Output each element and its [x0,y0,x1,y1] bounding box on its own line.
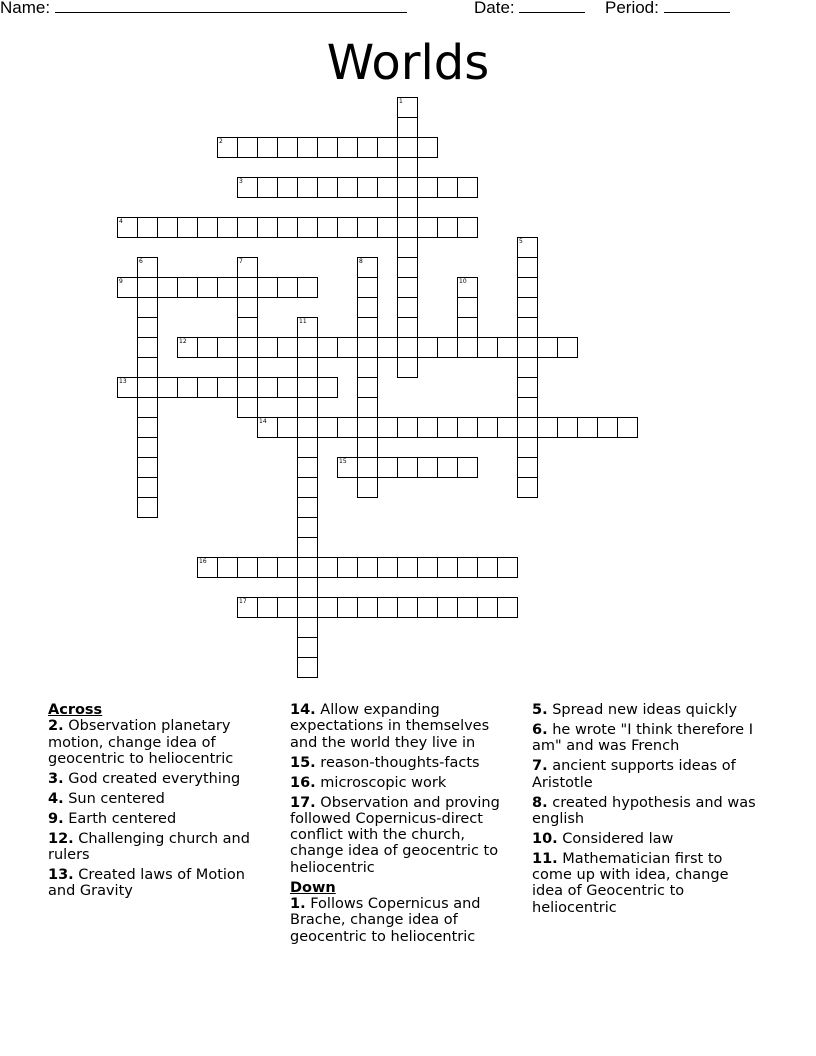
grid-cell[interactable] [337,457,358,478]
grid-cell[interactable] [517,317,538,338]
grid-cell[interactable] [457,457,478,478]
clue-number: 2 [219,138,223,145]
across-clue [48,811,273,827]
clue-number: 10 [459,278,467,285]
grid-cell[interactable] [457,597,478,618]
grid-cell[interactable] [197,217,218,238]
grid-cell[interactable] [557,417,578,438]
clue-number: 3 [239,178,243,185]
clue-text: Observation and proving followed Copernicus-direct conflict with the church, change idea of geocentric to heliocentric [290,794,500,876]
grid-cell[interactable] [237,297,258,318]
grid-cell[interactable] [517,437,538,458]
grid-cell[interactable] [297,537,318,558]
grid-cell[interactable] [317,217,338,238]
grid-cell[interactable] [117,377,138,398]
grid-cell[interactable] [337,557,358,578]
grid-cell[interactable] [137,257,158,278]
grid-cell[interactable] [257,217,278,238]
grid-cell[interactable] [357,277,378,298]
across-clue [48,831,273,864]
grid-cell[interactable] [397,357,418,378]
grid-cell[interactable] [437,337,458,358]
grid-cell[interactable] [517,277,538,298]
grid-cell[interactable] [297,177,318,198]
grid-cell[interactable] [517,297,538,318]
grid-cell[interactable] [297,577,318,598]
clue-text: Mathematician first to come up with idea, change idea of Geocentric to heliocentric [532,850,729,916]
grid-cell[interactable] [237,357,258,378]
grid-cell[interactable] [297,497,318,518]
grid-cell[interactable] [517,457,538,478]
grid-cell[interactable] [397,417,418,438]
clue-number-label: 3. [48,770,64,787]
clue-number: 7 [239,258,243,265]
down-clue [532,758,757,791]
grid-cell[interactable] [157,277,178,298]
clue-number: 11 [299,318,307,325]
grid-cell[interactable] [437,457,458,478]
clue-number: 17 [239,598,247,605]
grid-cell[interactable] [297,277,318,298]
grid-cell[interactable] [457,277,478,298]
grid-cell[interactable] [457,337,478,358]
grid-cell[interactable] [357,377,378,398]
date-field[interactable] [474,0,585,18]
grid-cell[interactable] [517,377,538,398]
clue-text: Allow expanding expectations in themselves and the world they live in [290,702,490,751]
grid-cell[interactable] [237,597,258,618]
grid-cell[interactable] [257,377,278,398]
grid-cell[interactable] [297,557,318,578]
grid-cell[interactable] [397,137,418,158]
grid-cell[interactable] [297,457,318,478]
clues-column-1 [48,702,273,903]
grid-cell[interactable] [437,217,458,238]
grid-cell[interactable] [357,397,378,418]
down-clue [290,896,515,945]
grid-cell[interactable] [137,377,158,398]
grid-cell[interactable] [357,177,378,198]
clue-number-label: 13. [48,867,74,884]
clue-text: Sun centered [63,790,165,807]
grid-cell[interactable] [397,557,418,578]
clue-number: 1 [399,98,403,105]
grid-cell[interactable] [597,417,618,438]
grid-cell[interactable] [437,597,458,618]
grid-cell[interactable] [137,217,158,238]
down-clue [532,722,757,755]
grid-cell[interactable] [397,277,418,298]
grid-cell[interactable] [217,277,238,298]
clue-text: he wrote "I think therefore I am" and was French [532,721,753,755]
grid-cell[interactable] [517,477,538,498]
across-clue [48,771,273,787]
clue-number: 9 [119,278,123,285]
grid-cell[interactable] [317,597,338,618]
grid-cell[interactable] [297,397,318,418]
grid-cell[interactable] [377,177,398,198]
grid-cell[interactable] [357,257,378,278]
period-label: Period: [605,0,659,17]
grid-cell[interactable] [257,417,278,438]
grid-cell[interactable] [357,137,378,158]
grid-cell[interactable] [477,597,498,618]
clue-number: 16 [199,558,207,565]
grid-cell[interactable] [317,417,338,438]
grid-cell[interactable] [497,557,518,578]
grid-cell[interactable] [417,217,438,238]
grid-cell[interactable] [297,437,318,458]
grid-cell[interactable] [557,337,578,358]
grid-cell[interactable] [337,417,358,438]
grid-cell[interactable] [517,417,538,438]
date-blank[interactable] [519,0,585,13]
grid-cell[interactable] [357,297,378,318]
grid-cell[interactable] [417,597,438,618]
grid-cell[interactable] [497,597,518,618]
grid-cell[interactable] [357,597,378,618]
clue-number-label: 6. [532,721,548,738]
grid-cell[interactable] [517,237,538,258]
clue-number-label: 5. [532,702,548,718]
puzzle-title: Worlds [326,35,490,91]
grid-cell[interactable] [197,277,218,298]
clue-text: created hypothesis and was english [532,794,756,827]
across-clue [290,702,515,751]
grid-cell[interactable] [457,317,478,338]
grid-cell[interactable] [297,377,318,398]
grid-cell[interactable] [317,557,338,578]
grid-cell[interactable] [177,217,198,238]
grid-cell[interactable] [117,217,138,238]
grid-cell[interactable] [317,377,338,398]
grid-cell[interactable] [357,217,378,238]
name-blank[interactable] [55,0,407,13]
grid-cell[interactable] [297,657,318,678]
grid-cell[interactable] [337,137,358,158]
grid-cell[interactable] [297,517,318,538]
grid-cell[interactable] [337,217,358,238]
grid-cell[interactable] [137,437,158,458]
grid-cell[interactable] [137,497,158,518]
clues-column-3 [532,702,757,920]
clue-number: 4 [119,218,123,225]
grid-cell[interactable] [137,477,158,498]
clue-text: Observation planetary motion, change idea of geocentric to heliocentric [48,718,234,767]
clue-number-label: 2. [48,718,64,735]
grid-cell[interactable] [477,557,498,578]
grid-cell[interactable] [337,337,358,358]
grid-cell[interactable] [397,177,418,198]
grid-cell[interactable] [237,177,258,198]
grid-cell[interactable] [277,417,298,438]
grid-cell[interactable] [417,337,438,358]
grid-cell[interactable] [297,337,318,358]
grid-cell[interactable] [457,177,478,198]
across-clue [290,775,515,791]
grid-cell[interactable] [517,257,538,278]
grid-cell[interactable] [397,157,418,178]
grid-cell[interactable] [377,337,398,358]
across-clue [290,795,515,876]
clue-text: ancient supports ideas of Aristotle [532,758,736,791]
grid-cell[interactable] [217,337,238,358]
grid-cell[interactable] [397,597,418,618]
grid-cell[interactable] [257,137,278,158]
clue-text: microscopic work [315,774,447,791]
clue-number-label: 7. [532,758,548,775]
grid-cell[interactable] [397,117,418,138]
across-clue [48,791,273,807]
grid-cell[interactable] [397,97,418,118]
grid-cell[interactable] [397,257,418,278]
grid-cell[interactable] [377,457,398,478]
grid-cell[interactable] [357,337,378,358]
grid-cell[interactable] [357,477,378,498]
clue-text: Challenging church and rulers [48,830,250,864]
grid-cell[interactable] [237,277,258,298]
grid-cell[interactable] [357,357,378,378]
clue-number-label: 4. [48,790,64,807]
grid-cell[interactable] [177,377,198,398]
grid-cell[interactable] [237,257,258,278]
clue-number-label: 14. [290,702,316,718]
grid-cell[interactable] [277,137,298,158]
grid-cell[interactable] [277,557,298,578]
grid-cell[interactable] [457,297,478,318]
clue-text: reason-thoughts-facts [315,754,480,771]
grid-cell[interactable] [157,377,178,398]
clue-number-label: 17. [290,794,316,811]
clue-number: 6 [139,258,143,265]
clue-text: Created laws of Motion and Gravity [48,867,245,900]
grid-cell[interactable] [417,417,438,438]
grid-cell[interactable] [297,217,318,238]
grid-cell[interactable] [257,337,278,358]
grid-cell[interactable] [257,177,278,198]
grid-cell[interactable] [417,137,438,158]
clue-number-label: 9. [48,810,64,827]
grid-cell[interactable] [237,397,258,418]
grid-cell[interactable] [177,277,198,298]
grid-cell[interactable] [137,277,158,298]
grid-cell[interactable] [257,277,278,298]
clue-number-label: 12. [48,830,74,847]
grid-cell[interactable] [517,397,538,418]
grid-cell[interactable] [497,417,518,438]
grid-cell[interactable] [537,417,558,438]
grid-cell[interactable] [277,177,298,198]
grid-cell[interactable] [397,297,418,318]
clue-text: Follows Copernicus and Brache, change idea of geocentric to heliocentric [290,896,481,945]
down-clue [532,851,757,916]
across-clue [48,718,273,767]
grid-cell[interactable] [357,317,378,338]
grid-cell[interactable] [277,597,298,618]
grid-cell[interactable] [277,377,298,398]
grid-cell[interactable] [417,557,438,578]
grid-cell[interactable] [317,177,338,198]
period-field[interactable] [605,0,730,18]
grid-cell[interactable] [357,437,378,458]
clue-text: Considered law [557,830,674,847]
clue-number: 15 [339,458,347,465]
grid-cell[interactable] [397,237,418,258]
grid-cell[interactable] [577,417,598,438]
grid-cell[interactable] [417,457,438,478]
grid-cell[interactable] [137,317,158,338]
grid-cell[interactable] [417,177,438,198]
grid-cell[interactable] [237,137,258,158]
grid-cell[interactable] [317,337,338,358]
grid-cell[interactable] [237,377,258,398]
name-label: Name: [0,0,51,17]
clue-number: 14 [259,418,267,425]
grid-cell[interactable] [297,597,318,618]
across-clue [290,755,515,771]
grid-cell[interactable] [197,377,218,398]
grid-cell[interactable] [497,337,518,358]
clue-number: 13 [119,378,127,385]
clue-number-label: 1. [290,896,306,913]
grid-cell[interactable] [297,317,318,338]
grid-cell[interactable] [137,457,158,478]
grid-cell[interactable] [117,277,138,298]
clue-number-label: 10. [532,830,558,847]
grid-cell[interactable] [237,317,258,338]
grid-cell[interactable] [357,557,378,578]
grid-cell[interactable] [257,597,278,618]
grid-cell[interactable] [217,377,238,398]
name-field[interactable] [0,0,407,18]
grid-cell[interactable] [477,417,498,438]
grid-cell[interactable] [237,337,258,358]
grid-cell[interactable] [617,417,638,438]
grid-cell[interactable] [237,217,258,238]
grid-cell[interactable] [377,217,398,238]
grid-cell[interactable] [457,217,478,238]
date-label: Date: [474,0,515,17]
grid-cell[interactable] [297,357,318,378]
across-clue [48,867,273,900]
clue-number-label: 11. [532,850,558,867]
grid-cell[interactable] [377,417,398,438]
grid-cell[interactable] [137,417,158,438]
grid-cell[interactable] [137,297,158,318]
grid-cell[interactable] [397,337,418,358]
clue-text: Earth centered [63,810,177,827]
grid-cell[interactable] [317,137,338,158]
across-heading: Across [48,702,103,718]
clue-number-label: 16. [290,774,316,791]
grid-cell[interactable] [517,357,538,378]
grid-cell[interactable] [217,557,238,578]
grid-cell[interactable] [457,557,478,578]
grid-cell[interactable] [197,557,218,578]
grid-cell[interactable] [437,557,458,578]
grid-cell[interactable] [297,617,318,638]
grid-cell[interactable] [277,277,298,298]
clue-number: 5 [519,238,523,245]
grid-cell[interactable] [377,557,398,578]
grid-cell[interactable] [297,637,318,658]
grid-cell[interactable] [257,557,278,578]
down-clue [532,831,757,847]
grid-cell[interactable] [137,397,158,418]
grid-cell[interactable] [537,337,558,358]
clue-text: Spread new ideas quickly [547,702,738,718]
grid-cell[interactable] [297,477,318,498]
grid-cell[interactable] [137,337,158,358]
grid-cell[interactable] [457,417,478,438]
down-clue [532,702,757,718]
grid-cell[interactable] [377,597,398,618]
grid-cell[interactable] [337,597,358,618]
grid-cell[interactable] [197,337,218,358]
clue-number: 8 [359,258,363,265]
grid-cell[interactable] [177,337,198,358]
grid-cell[interactable] [397,217,418,238]
grid-cell[interactable] [297,417,318,438]
clue-number-label: 15. [290,754,316,771]
grid-cell[interactable] [397,457,418,478]
down-heading: Down [290,879,336,896]
grid-cell[interactable] [277,217,298,238]
grid-cell[interactable] [157,217,178,238]
grid-cell[interactable] [137,357,158,378]
grid-cell[interactable] [277,337,298,358]
grid-cell[interactable] [517,337,538,358]
grid-cell[interactable] [437,417,458,438]
grid-cell[interactable] [437,177,458,198]
down-clue [532,795,757,828]
period-blank[interactable] [664,0,730,13]
grid-cell[interactable] [297,137,318,158]
grid-cell[interactable] [397,317,418,338]
grid-cell[interactable] [357,457,378,478]
grid-cell[interactable] [357,417,378,438]
clues-column-2 [290,702,515,949]
clue-number-label: 8. [532,794,548,811]
grid-cell[interactable] [217,137,238,158]
grid-cell[interactable] [337,177,358,198]
grid-cell[interactable] [397,197,418,218]
grid-cell[interactable] [217,217,238,238]
grid-cell[interactable] [237,557,258,578]
clue-number: 12 [179,338,187,345]
grid-cell[interactable] [377,137,398,158]
worksheet-header [0,0,816,20]
grid-cell[interactable] [477,337,498,358]
clue-text: God created everything [63,770,241,787]
